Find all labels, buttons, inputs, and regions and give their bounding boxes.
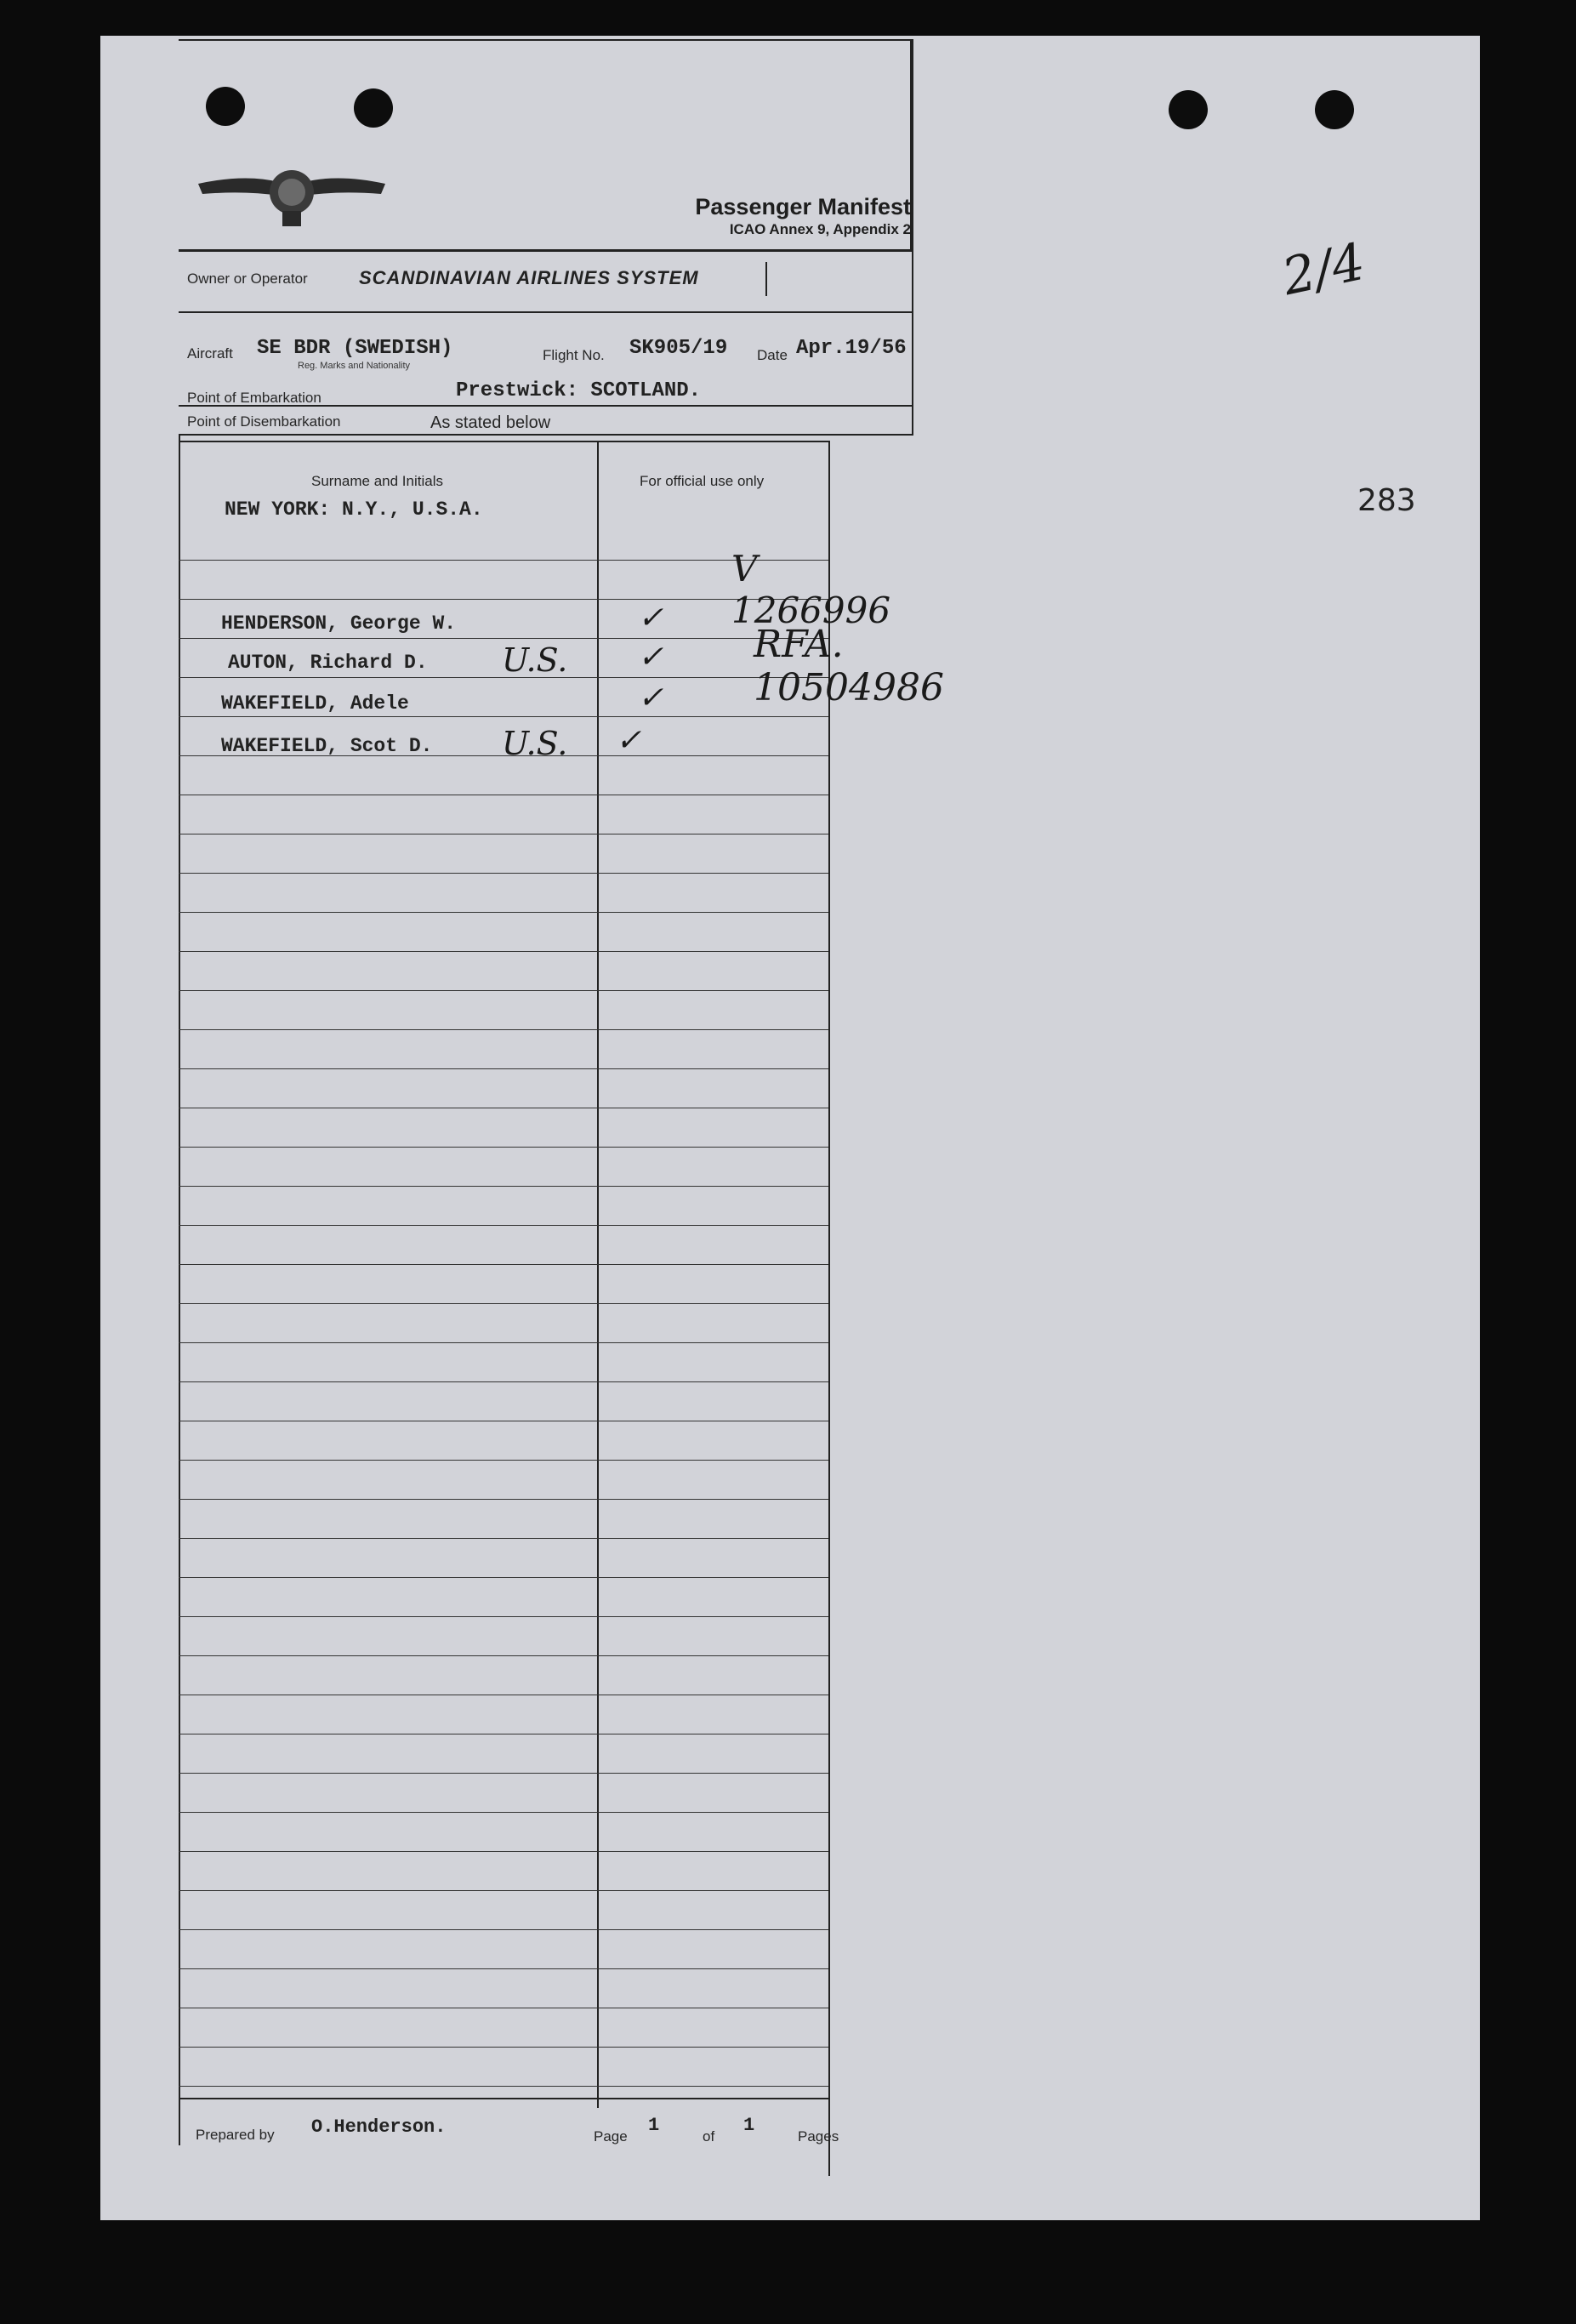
- embark-value: Prestwick: SCOTLAND.: [456, 379, 702, 402]
- ruled-line: [179, 1147, 828, 1148]
- disembark-label: Point of Disembarkation: [187, 413, 341, 430]
- prepared-value: O.Henderson.: [311, 2116, 447, 2138]
- ruled-line: [179, 951, 828, 952]
- column-divider: [597, 441, 599, 2108]
- margin-page-number: 283: [1357, 483, 1416, 518]
- owner-value: SCANDINAVIAN AIRLINES SYSTEM: [359, 267, 699, 288]
- page-value: 1: [648, 2115, 660, 2136]
- header-right-border: [912, 39, 913, 436]
- ruled-line: [179, 1068, 828, 1069]
- check-mark: ✓: [638, 601, 664, 635]
- nationality-note: U.S.: [502, 725, 568, 762]
- destination-header: NEW YORK: N.Y., U.S.A.: [225, 498, 483, 521]
- check-mark: ✓: [638, 681, 664, 715]
- ruled-line: [179, 1616, 828, 1617]
- check-mark: ✓: [638, 640, 664, 675]
- ruled-line: [179, 1655, 828, 1656]
- ruled-line: [179, 1264, 828, 1265]
- ruled-line: [179, 638, 828, 639]
- embark-label: Point of Embarkation: [187, 390, 321, 406]
- margin-fraction: 2/4: [1277, 231, 1370, 308]
- manifest-form: [179, 39, 944, 2157]
- of-value: 1: [743, 2115, 755, 2136]
- of-label: of: [703, 2128, 715, 2145]
- nationality-note: U.S.: [502, 641, 568, 679]
- aircraft-sublabel: Reg. Marks and Nationality: [298, 361, 411, 371]
- airline-logo: [194, 158, 390, 235]
- ruled-line: [179, 990, 828, 991]
- prepared-label: Prepared by: [196, 2127, 275, 2143]
- passenger-name: WAKEFIELD, Scot D.: [221, 735, 433, 757]
- ruled-line: [179, 716, 828, 717]
- owner-label: Owner or Operator: [187, 271, 308, 287]
- passenger-name: WAKEFIELD, Adele: [221, 692, 409, 715]
- table-left-border: [179, 436, 180, 2145]
- divider: [179, 441, 830, 442]
- ruled-line: [179, 1577, 828, 1578]
- divider: [179, 250, 912, 252]
- passenger-name: HENDERSON, George W.: [221, 612, 457, 635]
- punch-hole: [1169, 90, 1208, 129]
- aircraft-label: Aircraft: [187, 345, 233, 362]
- ruled-line: [179, 1538, 828, 1539]
- ruled-line: [179, 1303, 828, 1304]
- annotation-visa: V 1266996: [731, 548, 891, 631]
- check-mark: ✓: [616, 723, 642, 758]
- date-value: Apr.19/56: [796, 337, 907, 360]
- ruled-line: [179, 1381, 828, 1382]
- disembark-value: As stated below: [430, 413, 551, 432]
- pages-label: Pages: [798, 2128, 839, 2145]
- ruled-line: [179, 1499, 828, 1500]
- punch-hole: [1315, 90, 1354, 129]
- ruled-line: [179, 1890, 828, 1891]
- ruled-line: [179, 2086, 828, 2087]
- divider: [179, 405, 912, 407]
- column-header-name: Surname and Initials: [311, 473, 443, 489]
- ruled-line: [179, 1968, 828, 1969]
- ruled-line: [179, 1029, 828, 1030]
- manifest-page: [100, 36, 1480, 2220]
- flight-label: Flight No.: [543, 347, 605, 363]
- aircraft-value: SE BDR (SWEDISH): [257, 337, 453, 360]
- manifest-subtitle: ICAO Annex 9, Appendix 2: [729, 221, 911, 237]
- divider: [765, 262, 767, 296]
- flight-value: SK905/19: [629, 337, 728, 360]
- ruled-line: [179, 873, 828, 874]
- date-label: Date: [757, 347, 788, 363]
- ruled-line: [179, 1929, 828, 1930]
- divider: [179, 311, 912, 313]
- manifest-title: Passenger Manifest: [695, 194, 911, 219]
- ruled-line: [179, 2047, 828, 2048]
- ruled-line: [179, 1342, 828, 1343]
- ruled-line: [179, 1851, 828, 1852]
- column-header-official: For official use only: [640, 473, 765, 489]
- passenger-name: AUTON, Richard D.: [228, 652, 428, 674]
- ruled-line: [179, 1225, 828, 1226]
- page-label: Page: [594, 2128, 628, 2145]
- ruled-line: [179, 1186, 828, 1187]
- annotation-reference: RFA. 10504986: [754, 623, 944, 709]
- ruled-line: [179, 1460, 828, 1461]
- divider: [179, 434, 912, 436]
- ruled-line: [179, 1812, 828, 1813]
- divider: [179, 2098, 830, 2099]
- ruled-line: [179, 912, 828, 913]
- ruled-line: [179, 1773, 828, 1774]
